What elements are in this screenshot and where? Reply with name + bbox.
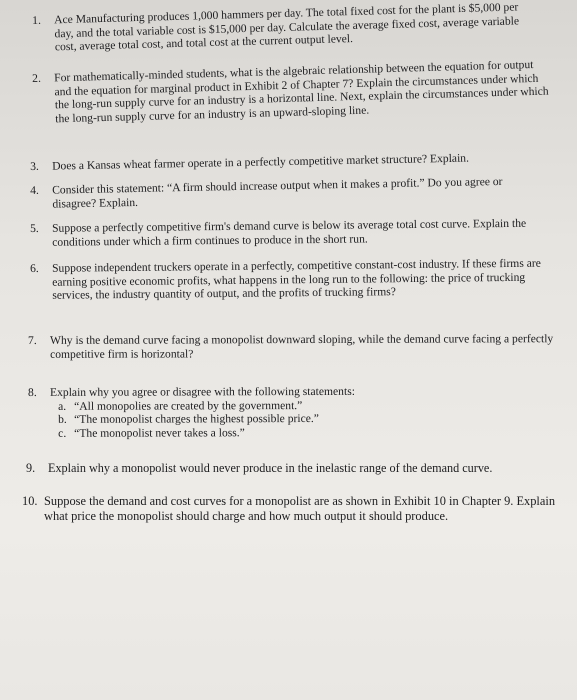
question-text: For mathematically-minded students, what is the algebraic relationship between the equation for output and the equation for marginal product in Exhibit 2 of Chapter 7? Explain the circumstances under which the long-run supply curve for an industry is a horizontal line. Next, explain the circumstances under which the long-run supply curve for an industry is an upward-sloping line.	[53, 57, 549, 126]
question-number: 3.	[30, 159, 39, 173]
question-7	[28, 332, 558, 361]
question-3	[30, 150, 565, 174]
question-number: 1.	[32, 13, 42, 27]
sub-item-a: a. “All monopolies are created by the government.”	[58, 398, 303, 413]
question-number: 4.	[30, 183, 39, 197]
question-text: Why is the demand curve facing a monopolist downward sloping, while the demand curve facing a perfectly competitive firm is horizontal?	[49, 332, 554, 361]
question-text: Does a Kansas wheat farmer operate in a perfectly competitive market structure? Explain.	[51, 151, 470, 173]
question-10	[22, 494, 570, 523]
question-number: 6.	[30, 261, 39, 275]
question-text: Suppose the demand and cost curves for a monopolist are as shown in Exhibit 10 in Chapter 9. Explain what price the monopolist should charge and how much output it should produce.	[44, 494, 556, 523]
sub-item-b: b. “The monopolist charges the highest possible price.”	[58, 412, 319, 427]
question-number: 8.	[28, 385, 37, 399]
question-text: Consider this statement: “A firm should increase output when it makes a profit.” Do you agree or disagree? Explain.	[51, 174, 503, 211]
question-number: 10.	[22, 494, 38, 508]
question-number: 5.	[30, 221, 39, 235]
question-4	[30, 174, 540, 211]
question-text: Suppose independent truckers operate in a perfectly, competitive constant-cost industry. If these firms are earning positive economic profits, what happens in the long run to the following: the price of trucking services, the industry quantity of output, and the profits of trucking firms?	[51, 256, 541, 302]
question-text: Explain why you agree or disagree with the following statements:	[49, 384, 355, 399]
question-text: Ace Manufacturing produces 1,000 hammers per day. The total fixed cost for the plant is $5,000 per day, and the total variable cost is $15,000 per day. Calculate the average fixed cost, average variable cost, average total cost, and total cost at the current output level.	[53, 0, 520, 54]
question-9	[26, 462, 571, 476]
question-number: 2.	[32, 71, 42, 85]
question-number: 7.	[28, 333, 37, 347]
question-1	[32, 0, 541, 55]
question-5	[30, 217, 550, 250]
question-2	[32, 58, 551, 127]
question-8	[28, 384, 558, 440]
question-text: Suppose a perfectly competitive firm's demand curve is below its average total cost curve. Explain the conditions under which a firm continues to produce in the short run.	[51, 216, 527, 249]
sub-item-c: c. “The monopolist never takes a loss.”	[58, 426, 245, 440]
question-number: 9.	[26, 461, 36, 475]
question-text: Explain why a monopolist would never produce in the inelastic range of the demand curve.	[48, 461, 493, 475]
question-6	[30, 256, 560, 302]
